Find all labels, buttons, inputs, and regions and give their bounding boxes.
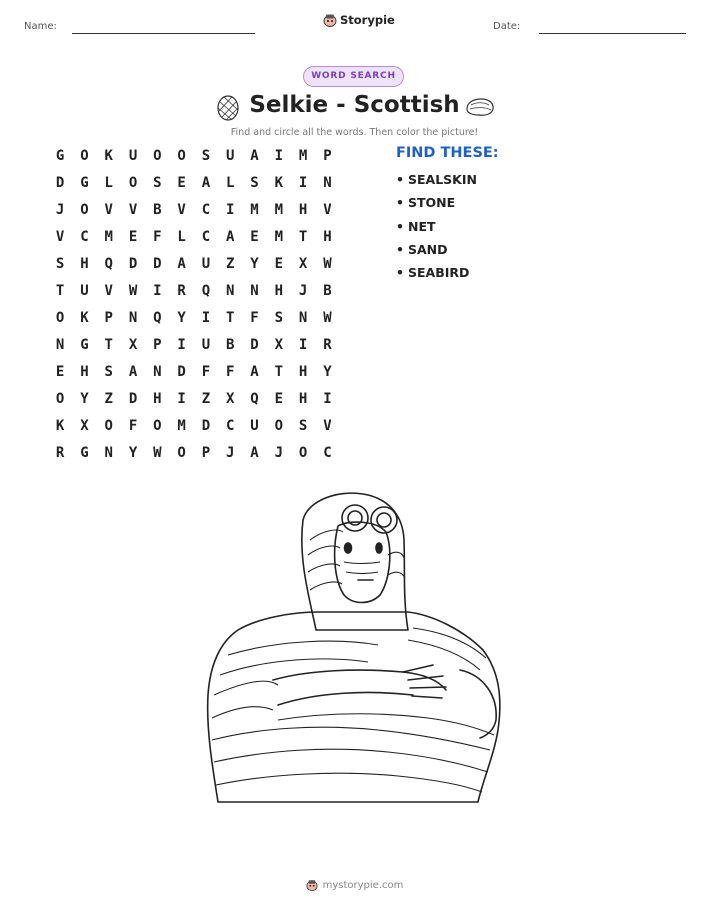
grid-letter[interactable]: N xyxy=(323,175,332,191)
grid-letter[interactable]: V xyxy=(104,283,113,299)
grid-row xyxy=(48,305,340,332)
grid-row xyxy=(48,413,340,440)
grid-letter[interactable]: S xyxy=(298,418,308,434)
grid-letter[interactable]: H xyxy=(298,202,308,218)
grid-letter[interactable]: T xyxy=(274,364,284,380)
grid-letter[interactable]: O xyxy=(153,418,162,434)
grid-letter[interactable]: V xyxy=(104,202,113,218)
grid-letter[interactable]: W xyxy=(323,310,332,326)
grid-letter[interactable]: M xyxy=(177,418,186,434)
grid-letter[interactable]: I xyxy=(177,391,186,407)
grid-letter[interactable]: I xyxy=(201,310,211,326)
grid-letter[interactable]: F xyxy=(153,229,162,245)
grid-letter[interactable]: C xyxy=(201,202,211,218)
grid-letter[interactable]: V xyxy=(55,229,65,245)
grid-letter[interactable]: F xyxy=(128,418,138,434)
grid-letter[interactable]: O xyxy=(274,418,284,434)
grid-letter[interactable]: N xyxy=(128,310,138,326)
grid-letter[interactable]: R xyxy=(177,283,186,299)
grid-letter[interactable]: S xyxy=(104,364,113,380)
word-text: SEABIRD xyxy=(408,265,470,281)
name-label: Name: xyxy=(24,21,57,32)
grid-letter[interactable]: E xyxy=(274,256,284,272)
grid-letter[interactable]: R xyxy=(55,445,65,461)
date-write-line[interactable] xyxy=(539,33,686,34)
grid-letter[interactable]: G xyxy=(80,175,89,191)
grid-letter[interactable]: G xyxy=(55,148,65,164)
grid-letter[interactable]: O xyxy=(80,202,89,218)
grid-letter[interactable]: T xyxy=(226,310,235,326)
grid-letter[interactable]: H xyxy=(298,391,308,407)
instructions: Find and circle all the words. Then color the picture! xyxy=(230,127,479,138)
word-list-item xyxy=(396,242,477,265)
grid-letter[interactable]: S xyxy=(274,310,284,326)
grid-letter[interactable]: N xyxy=(153,364,162,380)
word-text: NET xyxy=(408,218,436,234)
grid-row xyxy=(48,332,340,359)
grid-letter[interactable]: U xyxy=(80,283,89,299)
grid-letter[interactable]: N xyxy=(298,310,308,326)
grid-letter[interactable]: G xyxy=(80,337,89,353)
grid-letter[interactable]: P xyxy=(153,337,162,353)
grid-letter[interactable]: C xyxy=(201,229,211,245)
grid-letter[interactable]: L xyxy=(104,175,113,191)
grid-row xyxy=(48,440,340,467)
footer xyxy=(0,879,709,891)
storypie-mascot-icon xyxy=(323,13,337,27)
grid-letter[interactable]: P xyxy=(201,445,211,461)
word-list-item xyxy=(396,219,477,242)
worksheet-header xyxy=(0,0,709,50)
word-list-item xyxy=(396,265,477,288)
grid-letter[interactable]: I xyxy=(226,202,235,218)
grid-letter[interactable]: A xyxy=(177,256,186,272)
grid-letter[interactable]: I xyxy=(298,175,308,191)
grid-row xyxy=(48,251,340,278)
grid-letter[interactable]: N xyxy=(226,283,235,299)
grid-letter[interactable]: F xyxy=(226,364,235,380)
grid-letter[interactable]: B xyxy=(226,337,235,353)
word-text: SAND xyxy=(408,241,448,257)
grid-letter[interactable]: X xyxy=(128,337,138,353)
grid-letter[interactable]: H xyxy=(153,391,162,407)
grid-letter[interactable]: Z xyxy=(226,256,235,272)
grid-row xyxy=(48,170,340,197)
grid-letter[interactable]: S xyxy=(250,175,259,191)
grid-letter[interactable]: T xyxy=(104,337,113,353)
word-text: STONE xyxy=(408,195,456,211)
grid-letter[interactable]: M xyxy=(104,229,113,245)
grid-letter[interactable]: I xyxy=(274,148,284,164)
grid-letter[interactable]: Q xyxy=(104,256,113,272)
grid-letter[interactable]: Z xyxy=(201,391,211,407)
logo-text: Storypie xyxy=(340,13,395,27)
bullet: • xyxy=(396,218,404,234)
grid-letter[interactable]: C xyxy=(226,418,235,434)
grid-letter[interactable]: Y xyxy=(323,364,332,380)
letter-grid xyxy=(48,143,340,467)
title-row xyxy=(0,90,709,126)
grid-letter[interactable]: M xyxy=(274,202,284,218)
grid-letter[interactable]: M xyxy=(250,202,259,218)
grid-letter[interactable]: U xyxy=(250,418,259,434)
grid-letter[interactable]: O xyxy=(104,418,113,434)
grid-row xyxy=(48,143,340,170)
grid-letter[interactable]: A xyxy=(250,364,259,380)
grid-letter[interactable]: K xyxy=(55,418,65,434)
grid-letter[interactable]: G xyxy=(80,445,89,461)
word-list xyxy=(396,172,477,288)
grid-letter[interactable]: P xyxy=(104,310,113,326)
grid-letter[interactable]: D xyxy=(55,175,65,191)
grid-letter[interactable]: L xyxy=(177,229,186,245)
grid-row xyxy=(48,278,340,305)
footer-website: mystorypie.com xyxy=(322,879,404,891)
grid-letter[interactable]: O xyxy=(298,445,308,461)
grid-letter[interactable]: E xyxy=(55,364,65,380)
grid-letter[interactable]: A xyxy=(226,229,235,245)
grid-letter[interactable]: N xyxy=(55,337,65,353)
grid-letter[interactable]: J xyxy=(55,202,65,218)
grid-letter[interactable]: O xyxy=(55,310,65,326)
grid-letter[interactable]: Y xyxy=(80,391,89,407)
grid-letter[interactable]: F xyxy=(250,310,259,326)
grid-letter[interactable]: S xyxy=(153,175,162,191)
grid-letter[interactable]: X xyxy=(298,256,308,272)
grid-letter[interactable]: H xyxy=(298,364,308,380)
grid-letter[interactable]: M xyxy=(298,148,308,164)
page-title: Selkie - Scottish xyxy=(249,92,460,118)
grid-letter[interactable]: E xyxy=(250,229,259,245)
grid-letter[interactable]: J xyxy=(274,445,284,461)
storypie-logo xyxy=(323,13,395,27)
grid-letter[interactable]: H xyxy=(80,256,89,272)
grid-letter[interactable]: X xyxy=(80,418,89,434)
grid-row xyxy=(48,359,340,386)
grid-letter[interactable]: U xyxy=(201,337,211,353)
grid-letter[interactable]: O xyxy=(55,391,65,407)
grid-letter[interactable]: B xyxy=(323,283,332,299)
grid-letter[interactable]: I xyxy=(298,337,308,353)
grid-letter[interactable]: A xyxy=(250,148,259,164)
grid-letter[interactable]: K xyxy=(274,175,284,191)
word-list-item xyxy=(396,195,477,218)
word-list-title: FIND THESE: xyxy=(396,145,499,161)
grid-letter[interactable]: E xyxy=(128,229,138,245)
grid-row xyxy=(48,386,340,413)
grid-letter[interactable]: D xyxy=(128,391,138,407)
grid-letter[interactable]: O xyxy=(128,175,138,191)
bullet: • xyxy=(396,172,404,187)
grid-letter[interactable]: Y xyxy=(250,256,259,272)
grid-letter[interactable]: S xyxy=(55,256,65,272)
grid-letter[interactable]: D xyxy=(153,256,162,272)
grid-letter[interactable]: D xyxy=(250,337,259,353)
grid-letter[interactable]: Y xyxy=(177,310,186,326)
grid-row xyxy=(48,197,340,224)
grid-letter[interactable]: V xyxy=(323,418,332,434)
grid-letter[interactable]: D xyxy=(128,256,138,272)
grid-letter[interactable]: X xyxy=(274,337,284,353)
grid-letter[interactable]: Y xyxy=(128,445,138,461)
grid-letter[interactable]: L xyxy=(226,175,235,191)
grid-letter[interactable]: P xyxy=(323,148,332,164)
stone-icon xyxy=(464,96,496,118)
grid-letter[interactable]: U xyxy=(128,148,138,164)
grid-letter[interactable]: A xyxy=(201,175,211,191)
grid-letter[interactable]: Q xyxy=(153,310,162,326)
word-text: SEALSKIN xyxy=(408,172,477,187)
grid-letter[interactable]: A xyxy=(250,445,259,461)
grid-letter[interactable]: U xyxy=(201,256,211,272)
grid-letter[interactable]: T xyxy=(55,283,65,299)
grid-letter[interactable]: U xyxy=(226,148,235,164)
grid-letter[interactable]: O xyxy=(153,148,162,164)
grid-letter[interactable]: B xyxy=(153,202,162,218)
grid-letter[interactable]: C xyxy=(323,445,332,461)
grid-letter[interactable]: O xyxy=(177,148,186,164)
bullet: • xyxy=(396,241,404,257)
grid-letter[interactable]: M xyxy=(274,229,284,245)
grid-letter[interactable]: E xyxy=(274,391,284,407)
grid-letter[interactable]: H xyxy=(274,283,284,299)
grid-letter[interactable]: V xyxy=(128,202,138,218)
grid-letter[interactable]: O xyxy=(80,148,89,164)
grid-letter[interactable]: X xyxy=(226,391,235,407)
grid-letter[interactable]: I xyxy=(153,283,162,299)
grid-letter[interactable]: Z xyxy=(104,391,113,407)
grid-letter[interactable]: C xyxy=(80,229,89,245)
grid-letter[interactable]: J xyxy=(226,445,235,461)
grid-letter[interactable]: T xyxy=(298,229,308,245)
grid-letter[interactable]: S xyxy=(201,148,211,164)
grid-letter[interactable]: V xyxy=(177,202,186,218)
grid-letter[interactable]: V xyxy=(323,202,332,218)
grid-row xyxy=(48,224,340,251)
grid-letter[interactable]: O xyxy=(177,445,186,461)
grid-letter[interactable]: Q xyxy=(250,391,259,407)
grid-letter[interactable]: E xyxy=(177,175,186,191)
grid-letter[interactable]: N xyxy=(104,445,113,461)
grid-letter[interactable]: D xyxy=(177,364,186,380)
grid-letter[interactable]: A xyxy=(128,364,138,380)
grid-letter[interactable]: K xyxy=(80,310,89,326)
grid-letter[interactable]: D xyxy=(201,418,211,434)
bullet: • xyxy=(396,195,404,211)
selkie-figure-illustration xyxy=(198,480,508,810)
grid-letter[interactable]: K xyxy=(104,148,113,164)
date-label: Date: xyxy=(493,21,521,32)
grid-letter[interactable]: N xyxy=(250,283,259,299)
name-write-line[interactable] xyxy=(72,33,255,34)
grid-letter[interactable]: J xyxy=(298,283,308,299)
grid-letter[interactable]: F xyxy=(201,364,211,380)
bullet: • xyxy=(396,265,404,281)
storypie-mascot-icon xyxy=(306,879,318,891)
word-list-item xyxy=(396,172,477,195)
grid-letter[interactable]: W xyxy=(153,445,162,461)
grid-letter[interactable]: Q xyxy=(201,283,211,299)
grid-letter[interactable]: W xyxy=(128,283,138,299)
grid-letter[interactable]: W xyxy=(323,256,332,272)
grid-letter[interactable]: I xyxy=(323,391,332,407)
grid-letter[interactable]: H xyxy=(323,229,332,245)
grid-letter[interactable]: H xyxy=(80,364,89,380)
word-search-badge: WORD SEARCH xyxy=(303,66,404,87)
grid-letter[interactable]: R xyxy=(323,337,332,353)
grid-letter[interactable]: I xyxy=(177,337,186,353)
